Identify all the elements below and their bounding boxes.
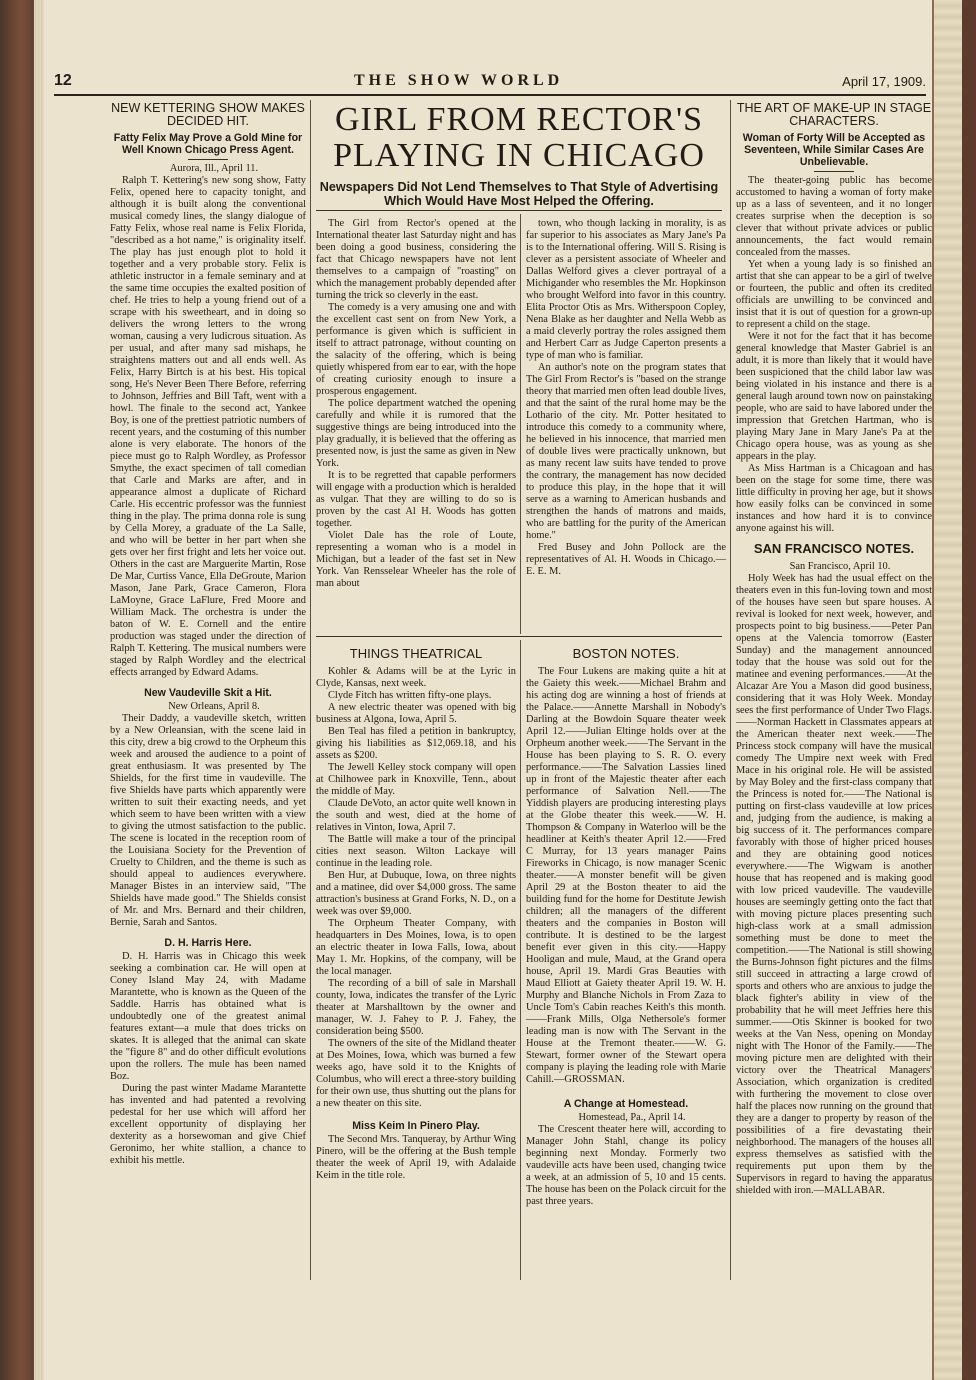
rectors-para: An author's note on the program states that The Girl From Rector's is "based on the strange theory that married men often lead double lives, and that the saint of the rural home may be the Lothario of the city. Mr. Potter hesitated to introduce this comedy to a community where, he believed in his innocence, that married men of double lives were practically unknown, but as many recent law suits have tended to prove the contrary, the management has now decided to produce this play, in the hope that it will serve as a warning to American husbands and strengthen the hands of matrons and maids, who are battling for the purity of the American home." bbox=[526, 362, 726, 541]
theatrical-item: Clyde Fitch has written fifty-one plays. bbox=[328, 690, 492, 701]
column-make-up bbox=[736, 100, 932, 1280]
masthead: THE SHOW WORLD bbox=[354, 72, 564, 89]
headline-make-up: THE ART OF MAKE-UP IN STAGE CHARACTERS. bbox=[736, 101, 932, 128]
column-divider bbox=[520, 214, 521, 634]
headline-san-francisco: SAN FRANCISCO NOTES. bbox=[753, 541, 915, 556]
article-san-francisco-body: Holy Week has had the usual effect on the theaters even in this fun-loving town and most of the houses have seen but spare houses. A revival is looked for next week, however, and prospects point to big business.——Peter Pan opens at the Valencia tomorrow (Easter Sunday) and the management announced today that the house was sold out for the matinee and evening performances.——At the Alcazar Are You a Mason did good business, considering that it was Holy Week. Monday sees the first performance of Under Two Flags.——Norman Hackett in Classmates appears at the American theater next week.——The Princess stock company will have the musical comedy The Umpire next week with Fred Mace in his original role. He will be assisted by May Boley and the first-class company that the Princess is noted for.——The National is putting on first-class vaudeville at low prices and, judging from the audience, is making a big success of it. The performances compare favorably with those of higher priced houses and they are obtaining good notices everywhere.——The Wigwam is another house that has reopened and is making good with low priced vaudeville. The vaudeville houses are seemingly getting onto the fact that with moving picture places presenting such high-class work at a small admission something must be done to meet the competition.——The National is still showing the Burns-Johnson fight pictures and the films still succeed in attracting a large crowd of sports and others who are anxious to judge the black fighter's ability in view of the probability that he will meet Jeffries here this summer.——Otis Skinner is booked for two weeks at the Van Ness, opening on Monday night with The Honor of the Family.——The moving picture men are delighted with their victory over the Theatrical Managers' Association, which organization is credited with furthering the movement to close over half the places now running on the ground that they are a danger to property by reason of the possibilities of a fire devastating their neighborhood. The managers of the houses all express themselves as satisfied with the requirements put upon them by the Supervisors in regard to having the apparatus shielded with iron.—MALLABAR. bbox=[736, 573, 932, 1196]
rectors-para: Violet Dale has the role of Loute, representing a woman who is a model in Michigan, but a leader of the fast set in New York. Van Rensselear Wheeler has the role of man about bbox=[316, 530, 516, 589]
theatrical-item: Ben Teal has filed a petition in bankruptcy, giving his liabilities as $12,069.18, and his assets as $200. bbox=[316, 726, 516, 761]
headline-things-theatrical: THINGS THEATRICAL bbox=[349, 646, 483, 661]
rectors-para: The police department watched the opening carefully and while it is rumored that the suggestive things are being introduced into the play gradually, it is believed that the offering as presented now, is just the same as given in New York. bbox=[316, 398, 516, 469]
make-up-para: Were it not for the fact that it has become general knowledge that Master Gabriel is an adult, it is more than likely that it would have been suspicioned that the child labor law was being violated in his instance and there is a general laugh around town now on painstaking people, who are said to have labored under the impression that Gretchen Hartman, who is playing Mary Jane in Mary Jane's Pa at the Chicago opera house, was as young as she appears in the play. bbox=[736, 331, 932, 462]
column-rectors-a bbox=[316, 218, 516, 634]
subhead-harris: D. H. Harris Here. bbox=[164, 937, 252, 949]
theatrical-item: The Battle will make a tour of the principal cities next season. Wilton Lackaye will continue in the leading role. bbox=[316, 834, 516, 869]
theatrical-item: A new electric theater was opened with big business at Algona, Iowa, April 5. bbox=[316, 702, 516, 725]
dateline-new-orleans: New Orleans, April 8. bbox=[168, 701, 260, 712]
separator bbox=[188, 159, 228, 160]
subhead-kettering: Fatty Felix May Prove a Gold Mine for Well Known Chicago Press Agent. bbox=[113, 132, 303, 156]
header-rule bbox=[54, 94, 926, 96]
theatrical-item: Ben Hur, at Dubuque, Iowa, on three nights and a matinee, did over $4,000 gross. The same attraction's business at Grand Forks, N. D., on a week was over $9,000. bbox=[316, 870, 516, 917]
article-vaudeville-skit-body: Their Daddy, a vaudeville sketch, written by a New Orleansian, with the scene laid in this city, drew a big crowd to the Orpheum this week and aroused the audience to a point of great enthusiasm. It was presented by The Shields, for the first time in vaudeville. The five Shields have parts which apparently were written to suit their exacting needs, and yet which seem to have been written with a view to giving the utmost satisfaction to the public. The scene is located in the reception room of the Louisiana Society for the Prevention of Cruelty to Children, and the theme is such as should appeal to audiences everywhere. Manager Bistes in an interview said, "The Shields have made good." The Shields consist of Mr. and Mrs. Bernard and their children, Bernie, Sarah and Santos. bbox=[110, 713, 306, 928]
article-boston-body: The Four Lukens are making quite a hit at the Gaiety this week.——Michael Brahm and his acting dog are winning a host of friends at the Palace.——Annette Marshall in Nobody's Darling at the Bowdoin Square theater week April 12.——Julian Eltinge holds over at the Orpheum another week.——The Servant in the House has been playing to S. R. O. every performance.——The Salvation Lassies lined up in front of the Majestic theater after each performance of Salvation Nell.——The Yiddish players are producing interesting plays at the Globe theater this week.——W. H. Thompson & Company in Waterloo will be the headliner at Keith's theater April 12.——Fred C Murray, for 13 years manager Pains Fireworks in Chicago, is now manager Scenic theater.——A monster benefit will be given April 29 at the Boston theater to aid the building fund for the home for Destitute Jewish children; all the managers of the different theaters and the companies in Boston will contribute. It is destined to be the largest benefit ever given in this city.——Happy Hooligan and mule, Maud, at the Grand opera house, April 19. Mardi Gras Beauties with Maud Elliott at Gaiety theater April 19. W. H. Murphy and Blanche Nichols in From Zaza to Uncle Tom's Cabin reaches Keith's this month.——Frank Mills, Olga Nethersole's former leading man is now with The Servant in the House at the Tremont theater.——W. G. Stewart, former owner of the Stewart opera company is playing the leading role with Marie Cahill.—GROSSMAN. bbox=[526, 666, 726, 1085]
headline-girl-from-rectors bbox=[312, 102, 726, 174]
subhead-make-up: Woman of Forty Will be Accepted as Seventeen, While Similar Cases Are Unbelievable. bbox=[742, 132, 926, 168]
headline-line-2: PLAYING IN CHICAGO bbox=[333, 137, 705, 174]
headline-deck: Newspapers Did Not Lend Themselves to That Style of Advertising Which Would Have Most Helped the Offering. bbox=[319, 180, 719, 208]
theatrical-item: The owners of the site of the Midland theater at Des Moines, Iowa, which was burned a few weeks ago, have sold it to the Knights of Columbus, who will erect a three-story building for their own use, thus shutting out the plans for a new theater on this site. bbox=[316, 1038, 516, 1109]
right-binding bbox=[962, 0, 976, 1380]
rectors-para: The Girl from Rector's opened at the International theater last Saturday night and has been doing a good business, considering the fact that Chicago newspapers have not lent themselves to a campaign of "roasting" on which the management probably depended after turning the trick so cleverly in the east. bbox=[316, 218, 516, 301]
theatrical-item: The Orpheum Theater Company, with headquarters in Des Moines, Iowa, is to open an electric theater in Iowa Falls, Iowa, about May 1. Mr. Hopkins, of the company, will be the local manager. bbox=[316, 918, 516, 977]
headline-kettering: NEW KETTERING SHOW MAKES DECIDED HIT. bbox=[111, 101, 305, 128]
column-divider bbox=[730, 100, 731, 1280]
deck-rule bbox=[316, 210, 722, 211]
theatrical-item: The recording of a bill of sale in Marshall county, Iowa, indicates the transfer of the Lyric theater at Marshalltown by the owner and manager, W. J. Fahey to P. J. Fahey, the consideration being $500. bbox=[316, 978, 516, 1037]
separator bbox=[814, 171, 854, 172]
column-divider bbox=[310, 100, 311, 1280]
rectors-para: town, who though lacking in morality, is as far superior to his associates as Mary Jane's Pa is to the International offering. Will S. Rising is clever as a persistent associate of Wheeler and Dallas Welford gives a clever portrayal of a Michigander who resembles the Mr. Hopkinson who brought Welford into favor in this country. Elita Proctor Otis as Mrs. Witherspoon Copley, Nena Blake as her daughter and Nella Webb as a maid cleverly portray the roles assigned them and Herbert Carr as Judge Caperton presents a type of man who is familiar. bbox=[526, 218, 726, 361]
theatrical-item: Claude DeVoto, an actor quite well known in the south and west, died at the home of relatives in Vinton, Iowa, April 7. bbox=[316, 798, 516, 833]
book-binding bbox=[0, 0, 38, 1380]
article-harris-body-2: During the past winter Madame Marantette has invented and had patented a revolving pedestal for her use which will afford her excellent opportunity of displaying her dexterity as a horsewoman and give Chief Geronimo, her white stallion, a chance to exhibit his mettle. bbox=[110, 1083, 306, 1166]
column-kettering bbox=[110, 100, 306, 1380]
column-divider bbox=[520, 640, 521, 1280]
dateline-aurora: Aurora, Ill., April 11. bbox=[169, 163, 259, 174]
mid-rule bbox=[316, 636, 722, 637]
page-header bbox=[54, 72, 926, 94]
theatrical-item: Kohler & Adams will be at the Lyric in Clyde, Kansas, next week. bbox=[316, 666, 516, 689]
make-up-para: The theater-going public has become accustomed to having a woman of forty make up as a lass of seventeen, and it no longer creates surprise when the deception is so clever that without private advices or public announcements, the fact would remain concealed from the masses. bbox=[736, 175, 932, 258]
issue-date: April 17, 1909. bbox=[842, 74, 926, 89]
rectors-para: It is to be regretted that capable performers will engage with a production which is heralded as vulgar. That they are willing to do so is proven by the cast Al H. Woods has gotten together. bbox=[316, 470, 516, 529]
column-things-theatrical bbox=[316, 644, 516, 1280]
rectors-para: The comedy is a very amusing one and with the excellent cast sent on from New York, a performance is given which is sufficient in itself to attract patronage, without counting on the salacity of the offering, which is being quietly whispered from ear to ear, with the hope of creating curiosity enough to insure a prosperous engagement. bbox=[316, 302, 516, 397]
article-kettering-body: Ralph T. Kettering's new song show, Fatty Felix, opened here to capacity tonight, and although it is built along the conventional musical comedy lines, the slangy dialogue of Fatty Felix, whose real name is Felix Florida, "described as a hot name," is originality itself. The play has just enough plot to hold it together and a very probable story. Felix is athletic instructor in a female seminary and at the same time occupies the exalted position of chef. He tries to help a young friend out of a scrape with his sweetheart, and in doing so delivers the wrong letters to the wrong woman, causing a very ludicrous situation. As per usual, and after many sad mishaps, he straightens matters out and all ends well. As Felix, Harry Birtch is at his best. His topical song, He's Never Been There Before, referring to Johnson, Jeffries and Bill Taft, went with a howl. The finale to the second act, Yankee Boy, is one of the prettiest patriotic numbers of recent years, and the costuming of this number alone is very elaborate. The honors of the piece must go to Ralph Wordley, as Professor Smythe, the exact specimen of tall comedian that Carle and Marks are after, and in appearance almost a duplicate of Richard Carle. His eccentric professor was the funniest thing in the play. The prima donna role is sung by Cella Morey, a graduate of the La Salle, and who will be better in her part when she gets over her first fright and lets her voice out. Others in the cast are Marguerite Martin, Rose De Mar, Curtiss Vance, Ella DeGroute, Marion Mason, Jane Park, Grace Cameron, Flora LaMoyne, Grace LaFlure, Fred Moore and William Mack. The orchestra is under the baton of W. E. Cornell and the entire production was staged under the direction of Ralph T. Kettering. The musical numbers were staged by Ralph Wordley and the electrical effects arranged by Edward Adams. bbox=[110, 175, 306, 678]
article-homestead-body: The Crescent theater here will, according to Manager John Stahl, change its policy beginning next Monday. Formerly two vaudeville acts have been used, changing twice a week, at an admission of 5, 10 and 15 cents. The house has been on the Polack circuit for the past three years. bbox=[526, 1124, 726, 1207]
subhead-keim: Miss Keim In Pinero Play. bbox=[352, 1120, 480, 1132]
article-keim-body: The Second Mrs. Tanqueray, by Arthur Wing Pinero, will be the offering at the Bush temple theater the week of April 19, with Adalaide Keim in the title role. bbox=[316, 1134, 516, 1181]
headline-boston-notes: BOSTON NOTES. bbox=[572, 646, 680, 661]
make-up-para: Yet when a young lady is so finished an artist that she can appear to be a girl of twelve or fourteen, the public and often its credited officials are unwilling to be convinced and insist that it is out of question for a grown-up to represent a child on the stage. bbox=[736, 259, 932, 330]
rectors-para: Fred Busey and John Pollock are the representatives of Al. H. Woods in Chicago.—E. E. M. bbox=[526, 542, 726, 577]
subhead-homestead: A Change at Homestead. bbox=[563, 1098, 689, 1110]
page-stack-edge bbox=[34, 0, 44, 1380]
page-number: 12 bbox=[54, 72, 72, 89]
theatrical-item: The Jewell Kelley stock company will open at Chilhowee park in Knoxville, Tenn., about the middle of May. bbox=[316, 762, 516, 797]
column-boston-notes bbox=[526, 644, 726, 1280]
column-rectors-b bbox=[526, 218, 726, 634]
subhead-vaudeville-skit: New Vaudeville Skit a Hit. bbox=[144, 687, 272, 699]
article-harris-body-1: D. H. Harris was in Chicago this week seeking a combination car. He will open at Coney Island May 24, with Madame Marantette, who is known as the Queen of the Saddle. Harris has obtained what is undoubtedly one of the greatest animal features extant—a mule that does tricks on skates. It is alleged that the animal can skate the "figure 8" and do other difficult evolutions upon the rollers. The mule has been named Boz. bbox=[110, 951, 306, 1082]
headline-line-1: GIRL FROM RECTOR'S bbox=[335, 101, 703, 138]
make-up-para: As Miss Hartman is a Chicagoan and has been on the stage for some time, there was little difficulty in proving her age, but it shows how easily folks can be convinced in some instances and how hard it is to convince anyone against his will. bbox=[736, 463, 932, 534]
dateline-homestead: Homestead, Pa., April 14. bbox=[578, 1112, 686, 1123]
dateline-san-francisco: San Francisco, April 10. bbox=[789, 561, 891, 572]
